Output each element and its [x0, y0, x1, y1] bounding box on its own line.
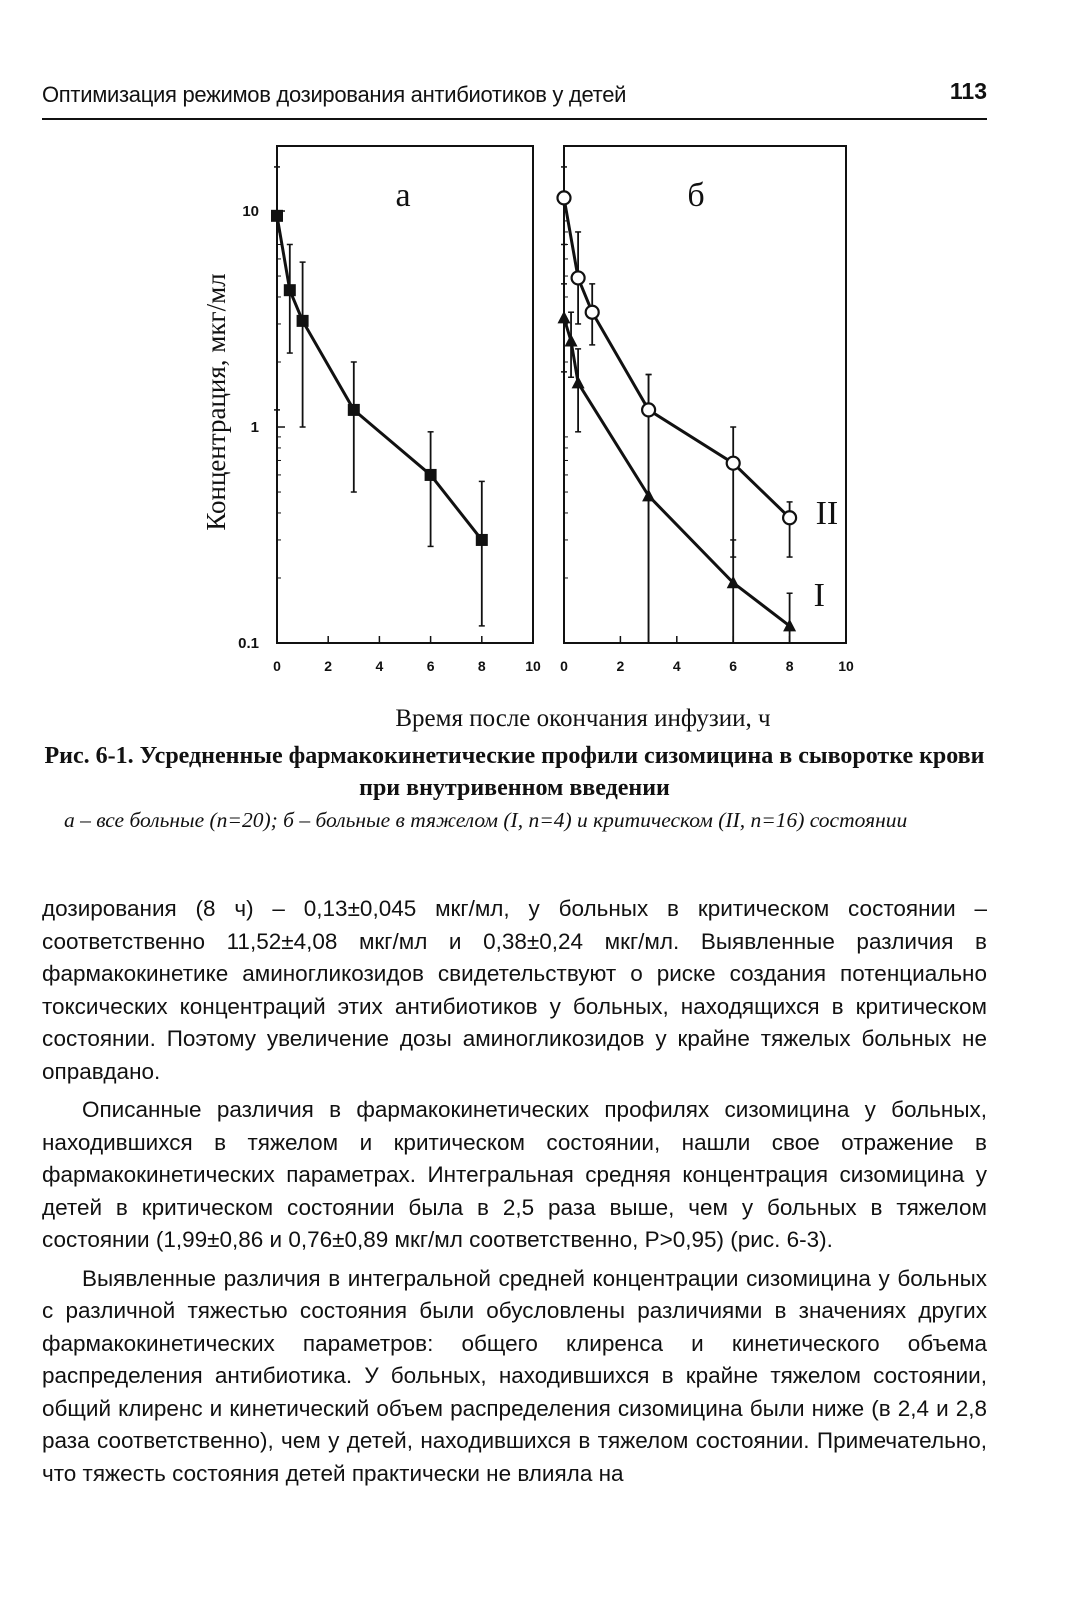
panel-label: б: [687, 177, 705, 214]
body-text: [42, 893, 987, 1490]
x-tick-label: 0: [560, 658, 568, 674]
x-tick-label: 2: [616, 658, 625, 674]
series-line: [277, 216, 482, 540]
pharmacokinetic-figure: [195, 136, 875, 736]
data-point-circle: [642, 403, 655, 416]
y-axis-label: Концентрация, мкг/мл: [201, 273, 231, 531]
data-point-square: [425, 469, 437, 481]
x-tick-label: 6: [729, 658, 738, 674]
y-tick-label: 10: [242, 203, 259, 221]
data-point-square: [271, 210, 283, 222]
x-axis-label: Время после окончания инфузии, ч: [395, 705, 771, 732]
page-number: 113: [949, 78, 987, 104]
plot-frame: [277, 146, 533, 643]
x-tick-label: 10: [838, 658, 854, 674]
paragraph: дозирования (8 ч) – 0,13±0,045 мкг/мл, у больных в критическом состоянии – соответственно 11,52±4,08 мкг/мл и 0,38±0,24 мкг/мл. Выявленные различия в фармакокинетике аминогликозидов свидетельствуют о риске создания потенциально токсических концентраций этих антибиотиков у больных, находящихся в критическом состоянии. Поэтому увеличение дозы аминогликозидов у крайне тяжелых больных не оправдано.: [42, 896, 987, 1084]
x-tick-label: 4: [672, 658, 681, 674]
data-point-circle: [558, 191, 571, 204]
caption-subtitle: а – все больные (n=20); б – больные в тяжелом (I, n=4) и критическом (II, n=16) состоянии: [64, 808, 908, 832]
data-point-circle: [727, 457, 740, 470]
plot-frame: [564, 146, 846, 643]
x-tick-label: 4: [375, 658, 384, 674]
y-tick-label: 1: [250, 419, 259, 437]
x-tick-label: 0: [273, 658, 281, 674]
data-point-square: [297, 315, 309, 327]
panel-label: а: [395, 177, 411, 214]
data-point-circle: [783, 511, 796, 524]
figure-caption: [42, 740, 987, 834]
running-title: Оптимизация режимов дозирования антибиотиков у детей: [42, 82, 627, 107]
x-tick-label: 8: [785, 658, 794, 674]
x-tick-label: 10: [525, 658, 541, 674]
series-line: [564, 318, 790, 626]
data-point-circle: [572, 271, 585, 284]
data-point-circle: [586, 306, 599, 319]
caption-title: Рис. 6-1. Усредненные фармакокинетические профили сизомицина в сыворотке крови при внутривенном введении: [44, 743, 985, 801]
series-line: [564, 198, 790, 518]
data-point-square: [476, 534, 488, 546]
paragraph: Выявленные различия в интегральной средней концентрации сизомицина у больных с различной тяжестью состояния были обусловлены различиями в значениях других фармакокинетических параметров: общего клиренса и кинетического объема распределения антибиотика. У больных, находившихся в крайне тяжелом состоянии, общий клиренс и кинетический объем распределения сизомицина были ниже (в 2,4 и 2,8 раза соответственно), чем у детей, находившихся в тяжелом состоянии. Примечательно, что тяжесть состояния детей практически не влияла на: [42, 1265, 987, 1486]
y-tick-label: 0.1: [238, 635, 259, 652]
paragraph: Описанные различия в фармакокинетических профилях сизомицина у больных, находившихся в тяжелом и критическом состоянии, нашли свое отражение в фармакокинетических параметрах. Интегральная средняя концентрация сизомицина у детей в критическом состоянии была в 2,5 раза выше, чем у больных в тяжелом состоянии (1,99±0,86 и 0,76±0,89 мкг/мл соответственно, P>0,95) (рис. 6-3).: [42, 1097, 987, 1252]
data-point-square: [348, 404, 360, 416]
series-label: II: [815, 494, 839, 532]
data-point-square: [284, 284, 296, 296]
x-tick-label: 6: [426, 658, 435, 674]
series-label: I: [813, 576, 825, 614]
running-head: [42, 78, 987, 120]
x-tick-label: 2: [324, 658, 333, 674]
x-tick-label: 8: [477, 658, 486, 674]
data-point-triangle: [565, 334, 578, 347]
